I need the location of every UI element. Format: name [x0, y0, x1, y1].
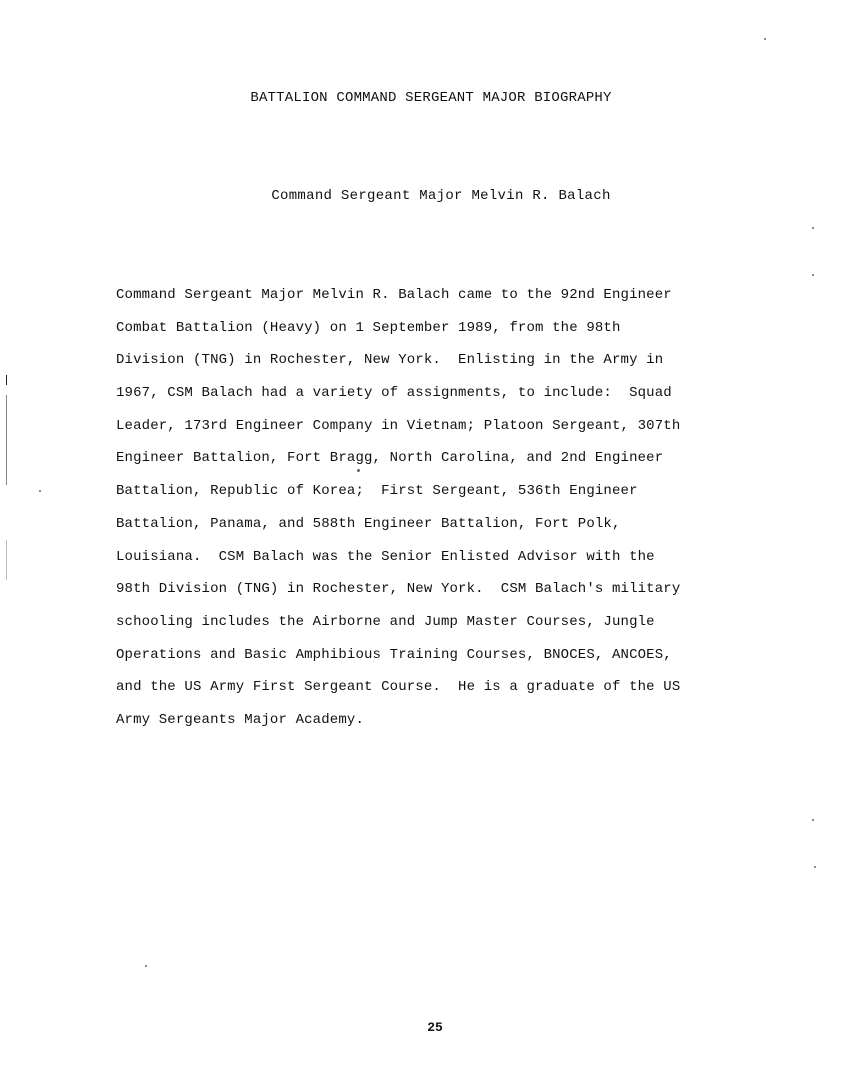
body-line: Command Sergeant Major Melvin R. Balach came to the 92nd Engineer — [116, 287, 672, 303]
scan-margin-mark — [6, 375, 7, 385]
scan-speck — [812, 227, 814, 229]
body-line: 1967, CSM Balach had a variety of assignments, to include: Squad — [116, 385, 672, 402]
body-line: Combat Battalion (Heavy) on 1 September 1989, from the 98th — [116, 319, 621, 336]
body-line: 98th Division (TNG) in Rochester, New York. CSM Balach's military — [116, 581, 681, 598]
scan-speck — [812, 274, 814, 276]
scan-speck — [764, 38, 766, 40]
scan-speck — [814, 866, 816, 868]
body-line: Engineer Battalion, Fort Bragg, North Carolina, and 2nd Engineer — [116, 450, 664, 467]
scan-speck — [39, 490, 41, 492]
body-line: Louisiana. CSM Balach was the Senior Enlisted Advisor with the — [116, 548, 655, 565]
body-line: and the US Army First Sergeant Course. He is a graduate of the US — [116, 679, 681, 696]
page-number: 25 — [427, 1020, 443, 1035]
body-line: Leader, 173rd Engineer Company in Vietnam; Platoon Sergeant, 307th — [116, 417, 681, 434]
scan-margin-line-lower — [6, 540, 7, 580]
body-line: Operations and Basic Amphibious Training Courses, BNOCES, ANCOES, — [116, 646, 672, 663]
body-line: Battalion, Panama, and 588th Engineer Battalion, Fort Polk, — [116, 515, 621, 532]
document-subtitle — [0, 188, 850, 204]
scan-speck — [145, 965, 147, 967]
body-line: schooling includes the Airborne and Jump Master Courses, Jungle — [116, 613, 655, 630]
document-title: BATTALION COMMAND SERGEANT MAJOR BIOGRAPHY — [250, 90, 612, 106]
biography-body — [116, 284, 776, 742]
body-line: Army Sergeants Major Academy. — [116, 711, 364, 728]
scan-speck — [812, 819, 814, 821]
body-line: Division (TNG) in Rochester, New York. Enlisting in the Army in — [116, 352, 664, 369]
scan-margin-line — [6, 395, 7, 485]
subtitle-text: Command Sergeant Major Melvin R. Balach — [271, 188, 611, 204]
body-line: Battalion, Republic of Korea; First Sergeant, 536th Engineer — [116, 483, 638, 500]
